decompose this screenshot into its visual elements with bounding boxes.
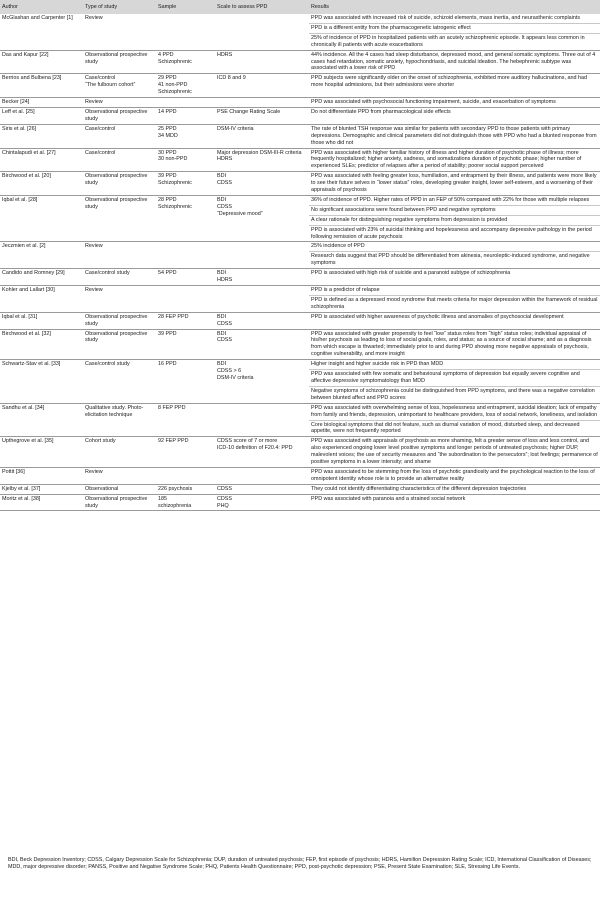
cell-author: Pottit [36] bbox=[0, 467, 83, 484]
cell-sample: 39 PPD Schizophrenic bbox=[156, 172, 215, 196]
cell-sample: 8 FEP PPD bbox=[156, 403, 215, 437]
table-row bbox=[0, 148, 600, 172]
cell-result: Do not differentiate PPD from pharmacological side effects bbox=[309, 107, 600, 124]
cell-result: Negative symptoms of schizophrenia could be distinguished from PPD symptoms, and there was a negative correlation between blunted affect and PPD scores bbox=[309, 386, 600, 403]
cell-result: PPD is a predictor of relapse bbox=[309, 286, 600, 296]
cell-author: Candido and Romney [29] bbox=[0, 269, 83, 286]
table-row bbox=[0, 124, 600, 148]
cell-author: Kjelby et al. [37] bbox=[0, 484, 83, 494]
cell-result: PPD was associated to be stemming from the loss of psychotic grandiosity and the psychological reaction to the loss of omnipotent identity whose role is to provide an alternative reality bbox=[309, 467, 600, 484]
cell-author: Iqbal et al. [28] bbox=[0, 195, 83, 242]
cell-scale: BDI CDSS bbox=[215, 329, 309, 360]
table-row bbox=[0, 437, 600, 468]
cell-result: PPD is associated with high risk of suicide and a paranoid subtype of schizophrenia bbox=[309, 269, 600, 286]
cell-result: PPD was associated with greater propensity to feel “low” status roles from “high” status roles; individual appraisal of his/her psychosis as leading to loss of social goals, roles, and status; as a source of social shame; and as a diagnosis from which escape is thwarted; immediately prior to and during PPD showing more negative appraisals of psychosis, cognitive vulnerability, and more insight bbox=[309, 329, 600, 360]
cell-sample: 28 PPD Schizophrenic bbox=[156, 195, 215, 242]
table-row bbox=[0, 360, 600, 370]
cell-sample bbox=[156, 98, 215, 108]
cell-scale: CDSS bbox=[215, 484, 309, 494]
cell-author: Leff et al. [25] bbox=[0, 107, 83, 124]
cell-sample: 39 PPD bbox=[156, 329, 215, 360]
cell-result: No significant associations were found between PPD and negative symptoms bbox=[309, 205, 600, 215]
cell-scale: PSE Change Rating Scale bbox=[215, 107, 309, 124]
table-row bbox=[0, 484, 600, 494]
cell-type-of-study: Observational prospective study bbox=[83, 50, 156, 74]
header-results: Results bbox=[309, 0, 600, 14]
cell-result: PPD was associated with few somatic and behavioural symptoms of depression but equally severe cognitive and affective depressive symptomatology than MDD bbox=[309, 370, 600, 387]
cell-author: McGlashan and Carpenter [1] bbox=[0, 14, 83, 50]
cell-author: Moritz et al. [38] bbox=[0, 494, 83, 511]
table-footnote: BDI, Beck Depression Inventory; CDSS, Calgary Depression Scale for Schizophrenia; DUP, duration of untreated psychosis; FEP, first episode of psychosis; HDRS, Hamilton Depression Rating Scale; ICD, International Classification of Diseases; MDD, major depressive disorder; PANSS, Positive and Negative Syndrome Scale; PHQ, Patients Health Questionnaire; PPD, post-psychotic depression; PSE, Present State Examination; SLE, Stressing Life Events. bbox=[8, 857, 592, 871]
cell-result: PPD is a different entity from the pharmacogenetic iatrogenic effect bbox=[309, 23, 600, 33]
cell-scale bbox=[215, 98, 309, 108]
cell-scale: BDI CDSS bbox=[215, 312, 309, 329]
table-row bbox=[0, 172, 600, 196]
cell-sample: 54 PPD bbox=[156, 269, 215, 286]
cell-scale bbox=[215, 286, 309, 313]
cell-type-of-study: Case/control study bbox=[83, 360, 156, 404]
cell-author: Schwartz-Stav et al. [33] bbox=[0, 360, 83, 404]
cell-author: Siris et al. [26] bbox=[0, 124, 83, 148]
cell-scale bbox=[215, 14, 309, 50]
cell-author: Berrios and Bulbena [23] bbox=[0, 74, 83, 98]
cell-type-of-study: Case/control bbox=[83, 124, 156, 148]
cell-result: PPD is associated with higher awareness of psychotic illness and anomalies of psychosocial development bbox=[309, 312, 600, 329]
cell-result: PPD was associated with feeling greater loss, humiliation, and entrapment by their illness, and patients were more likely to see their future selves in “lower status” roles, developing greater insight, lower self-esteem, and a worsening of their appraisals of psychosis bbox=[309, 172, 600, 196]
cell-author: Chintalapudi et al. [27] bbox=[0, 148, 83, 172]
cell-sample bbox=[156, 467, 215, 484]
cell-result: PPD subjects were significantly older on the onset of schizophrenia, exhibited more auditory hallucinations, and had more hospital admissions, but their admissions were shorter bbox=[309, 74, 600, 98]
cell-type-of-study: Observational prospective study bbox=[83, 329, 156, 360]
cell-type-of-study: Review bbox=[83, 286, 156, 313]
cell-result: Research data suggest that PPD should be differentiated from akinesia, neuroleptic-induced syndrome, and negative symptoms bbox=[309, 252, 600, 269]
cell-scale bbox=[215, 242, 309, 269]
cell-result: PPD was associated with psychosocial functioning impairment, suicide, and exacerbation of symptoms bbox=[309, 98, 600, 108]
cell-scale: BDI HDRS bbox=[215, 269, 309, 286]
cell-sample: 92 FEP PPD bbox=[156, 437, 215, 468]
cell-result: A clear rationale for distinguishing negative symptoms from depression is provided bbox=[309, 215, 600, 225]
table-row bbox=[0, 269, 600, 286]
table-row bbox=[0, 329, 600, 360]
cell-scale: BDI CDSS > 6 DSM-IV criteria bbox=[215, 360, 309, 404]
cell-scale: BDI CDSS bbox=[215, 172, 309, 196]
header-author: Author bbox=[0, 0, 83, 14]
cell-type-of-study: Case/control “The fulbourn cohort” bbox=[83, 74, 156, 98]
cell-result: Higher insight and higher suicide risk in PPD than MDD bbox=[309, 360, 600, 370]
cell-result: 25% of incidence of PPD in hospitalized patients with an acutely schizophrenic episode. It appears less common in chronically ill patients with acute exacerbations bbox=[309, 33, 600, 50]
cell-sample: 14 PPD bbox=[156, 107, 215, 124]
cell-scale: CDSS PHQ bbox=[215, 494, 309, 511]
cell-author: Birchwood et al. [20] bbox=[0, 172, 83, 196]
cell-sample: 28 FEP PPD bbox=[156, 312, 215, 329]
cell-scale: DSM-IV criteria bbox=[215, 124, 309, 148]
cell-result: The rate of blunted TSH response was similar for patients with secondary PPD to those patients with primary depressions. Demographic and clinical parameters did not distinguish those with PPD who had a blunted response from those who did not bbox=[309, 124, 600, 148]
cell-scale bbox=[215, 467, 309, 484]
cell-sample: 185 schizophrenia bbox=[156, 494, 215, 511]
table-row bbox=[0, 312, 600, 329]
header-sample: Sample bbox=[156, 0, 215, 14]
cell-result: 25% incidence of PPD bbox=[309, 242, 600, 252]
cell-scale: BDI CDSS “Depressive mood” bbox=[215, 195, 309, 242]
table-row bbox=[0, 494, 600, 511]
cell-sample: 29 PPD 41 non-PPD Schizophrenic bbox=[156, 74, 215, 98]
cell-type-of-study: Observational prospective study bbox=[83, 494, 156, 511]
cell-author: Birchwood et al. [32] bbox=[0, 329, 83, 360]
cell-result: Core biological symptoms that did not feature, such as diurnal variation of mood, disturbed sleep, and decreased appetite, were not frequently reported bbox=[309, 420, 600, 437]
table-row bbox=[0, 74, 600, 98]
header-type-of-study: Type of study bbox=[83, 0, 156, 14]
cell-type-of-study: Observational bbox=[83, 484, 156, 494]
cell-type-of-study: Observational prospective study bbox=[83, 107, 156, 124]
table-row bbox=[0, 242, 600, 252]
cell-result: PPD is defined as a depressed mood syndrome that meets criteria for major depression within the framework of residual schizophrenia bbox=[309, 295, 600, 312]
cell-type-of-study: Review bbox=[83, 98, 156, 108]
cell-sample: 4 PPD Schizophrenic bbox=[156, 50, 215, 74]
cell-scale: HDRS bbox=[215, 50, 309, 74]
cell-author: Das and Kapur [22] bbox=[0, 50, 83, 74]
table-row bbox=[0, 50, 600, 74]
cell-result: PPD was associated with higher familiar history of illness and higher duration of psychotic phase of illness; more frequently hospitalized; higher anxiety, sadness, and somatizations duration of psychotic phase; higher number of experienced SLEs; predictor of relapses after a period of stability; poorer social support perceived bbox=[309, 148, 600, 172]
cell-scale: CDSS score of 7 or more ICD-10 definition of F20.4: PPD bbox=[215, 437, 309, 468]
table-row bbox=[0, 14, 600, 23]
cell-result: PPD is associated with 23% of suicidal thinking and hopelessness and accompany depressive pathology in the period following remission of acute psychosis bbox=[309, 225, 600, 242]
cell-scale bbox=[215, 403, 309, 437]
cell-type-of-study: Review bbox=[83, 242, 156, 269]
cell-result: PPD was associated with appraisals of psychosis as more shaming, felt a greater sense of loss and less control, and also experienced ongoing lower level positive symptoms and longer periods of untreated psychosis; higher DUP, malevolent voices; the use of security measures and “the subordination to the persecutors”; lost feelings; permanence of positive symptoms in a lower intensity; and shame bbox=[309, 437, 600, 468]
cell-type-of-study: Observational prospective study bbox=[83, 312, 156, 329]
table-row bbox=[0, 403, 600, 420]
cell-type-of-study: Case/control study bbox=[83, 269, 156, 286]
cell-type-of-study: Observational prospective study bbox=[83, 195, 156, 242]
cell-result: PPD was associated with increased risk of suicide, schizoid elements, mass inertia, and neurasthenic complaints bbox=[309, 14, 600, 23]
cell-author: Kohler and Lallart [30] bbox=[0, 286, 83, 313]
cell-type-of-study: Observational prospective study bbox=[83, 172, 156, 196]
cell-type-of-study: Cohort study bbox=[83, 437, 156, 468]
table-row bbox=[0, 98, 600, 108]
cell-author: Becker [24] bbox=[0, 98, 83, 108]
cell-scale: ICD 8 and 9 bbox=[215, 74, 309, 98]
cell-type-of-study: Review bbox=[83, 467, 156, 484]
cell-sample bbox=[156, 286, 215, 313]
header-scale: Scale to assess PPD bbox=[215, 0, 309, 14]
cell-sample: 25 PPD 34 MDD bbox=[156, 124, 215, 148]
table-row bbox=[0, 107, 600, 124]
cell-result: 44% incidence. All the 4 cases had sleep disturbance, depressed mood, and general somatic symptoms. Three out of 4 cases had retardation, somatic anxiety, hypochondriasis, and suicidal ideation. The hebephrenic subtype was associated with a lower risk of PPD bbox=[309, 50, 600, 74]
cell-result: PPD was associated with paranoia and a strained social network bbox=[309, 494, 600, 511]
cell-result: They could not identify differentiating characteristics of the different depression trajectories bbox=[309, 484, 600, 494]
cell-type-of-study: Review bbox=[83, 14, 156, 50]
table-header-row bbox=[0, 0, 600, 14]
cell-result: 36% of incidence of PPD. Higher rates of PPD in an FEP of 50% compared with 22% for those with multiple relapses bbox=[309, 195, 600, 205]
cell-scale: Major depression DSM-III-R criteria HDRS bbox=[215, 148, 309, 172]
cell-sample: 30 PPD 30 non-PPD bbox=[156, 148, 215, 172]
cell-author: Jeczmien et al. [2] bbox=[0, 242, 83, 269]
cell-author: Upthegrove et al. [35] bbox=[0, 437, 83, 468]
cell-type-of-study: Case/control bbox=[83, 148, 156, 172]
cell-author: Iqbal et al. [31] bbox=[0, 312, 83, 329]
table-body bbox=[0, 14, 600, 511]
cell-sample: 226 psychosis bbox=[156, 484, 215, 494]
table-row bbox=[0, 467, 600, 484]
cell-type-of-study: Qualitative study. Photo-elicitation technique bbox=[83, 403, 156, 437]
cell-sample: 16 PPD bbox=[156, 360, 215, 404]
cell-sample bbox=[156, 14, 215, 50]
cell-result: PPD was associated with overwhelming sense of loss, hopelessness and entrapment, suicidal ideation; lack of empathy from family and friends, depression, unimportant to healthcare providers, loss of social network, loneliness, and isolation bbox=[309, 403, 600, 420]
cell-sample bbox=[156, 242, 215, 269]
table-row bbox=[0, 286, 600, 296]
table-row bbox=[0, 195, 600, 205]
cell-author: Sandhu et al. [34] bbox=[0, 403, 83, 437]
